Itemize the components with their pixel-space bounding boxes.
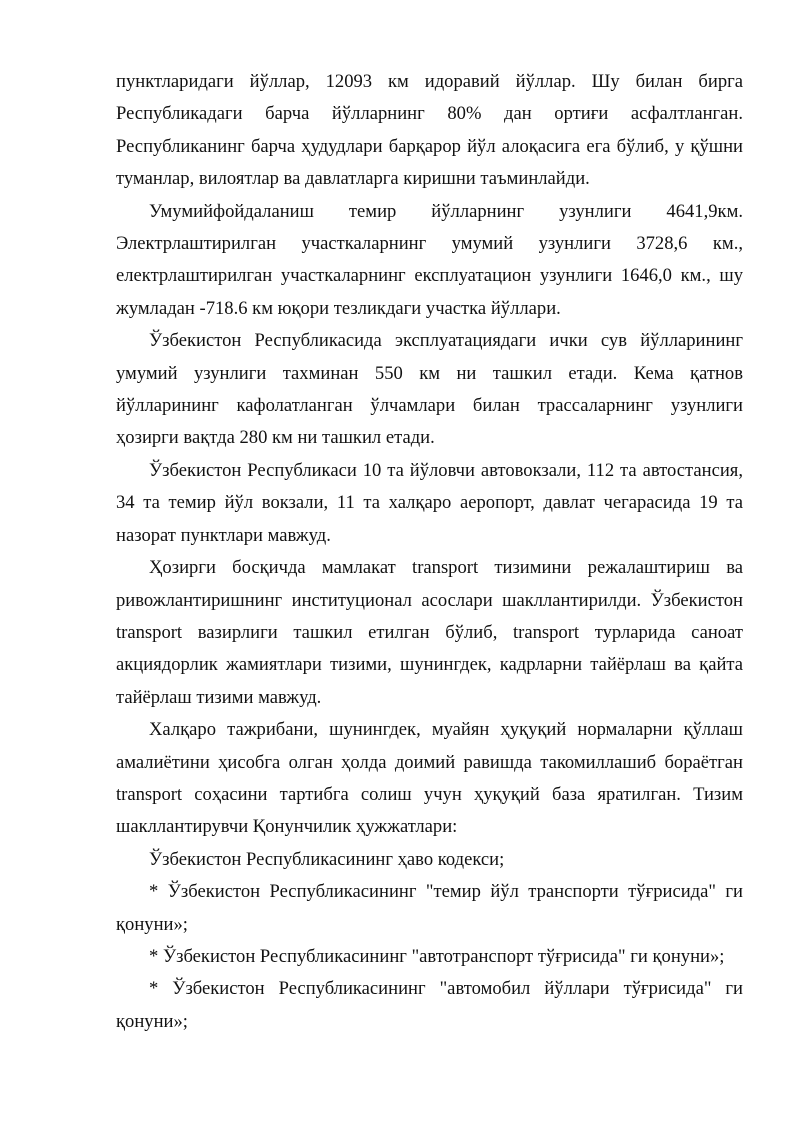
document-body: [116, 66, 743, 1038]
paragraph-3: Ўзбекистон Республикасида эксплуатациядаги ички сув йўлларининг умумий узунлиги тахминан 550 км ни ташкил етади. Кема қатнов йўлларининг кафолатланган ўлчамлари билан трассаларнинг узунлиги ҳозирги вақтда 280 км ни ташкил етади.: [116, 330, 743, 449]
paragraph-4: Ўзбекистон Республикаси 10 та йўловчи автовокзали, 112 та автостансия, 34 та темир йўл вокзали, 11 та халқаро аеропорт, давлат чегарасида 19 та назорат пунктлари мавжуд.: [116, 459, 743, 546]
paragraph-6: Халқаро тажрибани, шунингдек, муайян ҳуқуқий нормаларни қўллаш амалиётини ҳисобга олган ҳолда доимий равишда такомиллашиб бораётган transport соҳасини тартибга солиш учун ҳуқуқий база яратилган. Тизим шакллантирувчи Қонунчилик ҳужжатлари:: [116, 719, 743, 838]
paragraph-9: * Ўзбекистон Республикасининг "автотранспорт тўғрисида" ги қонуни»;: [149, 945, 725, 967]
paragraph-1: пунктларидаги йўллар, 12093 км идоравий йўллар. Шу билан бирга Республикадаги барча йўлларнинг 80% дан ортиғи асфалтланган. Республиканинг барча ҳудудлари барқарор йўл алоқасига ега бўлиб, у қўшни туманлар, вилоятлар ва давлатларга киришни таъминлайди.: [116, 71, 743, 190]
paragraph-5: Ҳозирги босқичда мамлакат transport тизимини режалаштириш ва ривожлантиришнинг институционал асослари шакллантирилди. Ўзбекистон transport вазирлиги ташкил етилган бўлиб, transport турларида саноат акциядорлик жамиятлари тизими, шунингдек, кадрларни тайёрлаш ва қайта тайёрлаш тизими мавжуд.: [116, 557, 743, 708]
paragraph-7: Ўзбекистон Республикасининг ҳаво кодекси;: [149, 848, 505, 870]
paragraph-10: * Ўзбекистон Республикасининг "автомобил йўллари тўғрисида" ги қонуни»;: [116, 978, 743, 1032]
paragraph-8: * Ўзбекистон Республикасининг "темир йўл транспорти тўғрисида" ги қонуни»;: [116, 881, 743, 935]
paragraph-2: Умумийфойдаланиш темир йўлларнинг узунлиги 4641,9км. Электрлаштирилган участкаларнинг умумий узунлиги 3728,6 км., електрлаштирилган участкаларнинг експлуатацион узунлиги 1646,0 км., шу жумладан -718.6 км юқори тезликдаги участка йўллари.: [116, 200, 743, 319]
